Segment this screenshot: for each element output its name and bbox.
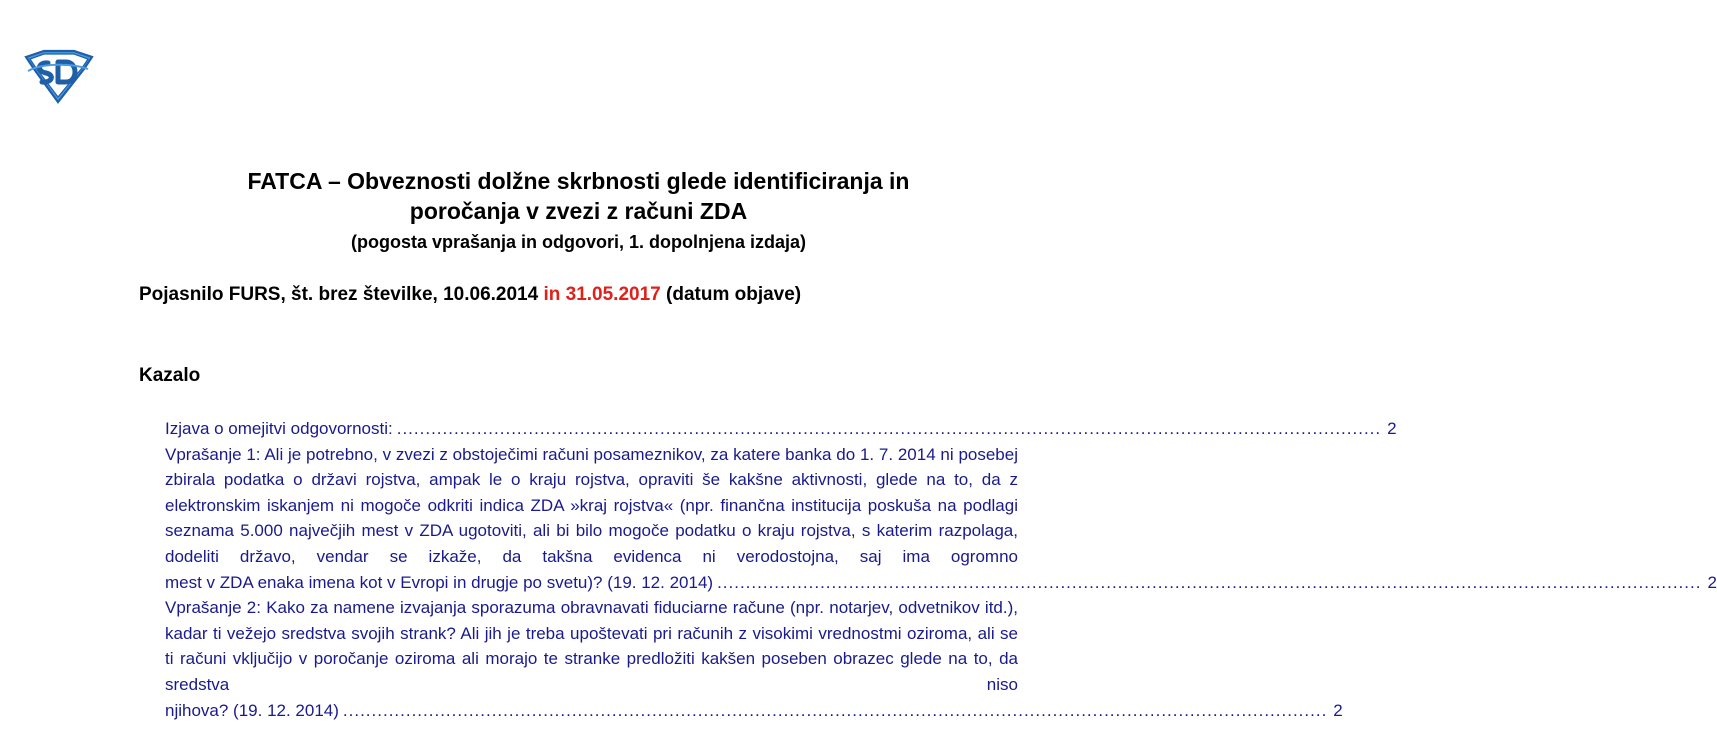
toc-entry-text: Vprašanje 1: Ali je potrebno, v zvezi z obstoječimi računi posameznikov, za katere banka do 1. 7. 2014 ni posebej zbirala podatka o državi rojstva, ampak le o kraju rojstva, opraviti še kakšne aktivnosti, glede na to, da z elektronskim iskanjem ni mogoče odkriti indica ZDA »kraj rojstva« (npr. finančna institucija poskuša na podlagi seznama 5.000 največjih mest v ZDA ugotoviti, ali bi bilo mogoče podatku o kraju rojstva, s katerim razpolaga, dodeliti državo, vendar se izkaže, da takšna evidenca ni verodostojna, saj ima ogromno xyxy=(165,444,1018,566)
toc-entry-question-1[interactable] xyxy=(165,442,1717,596)
reference-highlight: in 31.05.2017 xyxy=(543,284,661,305)
company-logo xyxy=(22,49,96,103)
toc-page-number: 2 xyxy=(1707,572,1717,592)
logo-emblem-icon xyxy=(22,49,96,103)
toc-entry-text: Izjava o omejitvi odgovornosti: xyxy=(165,419,393,438)
toc-leader-dots: ............................................................................................................................................................................ xyxy=(717,572,1702,592)
document-title-line-1: FATCA – Obveznosti dolžne skrbnosti glede identificiranja in xyxy=(247,168,910,194)
toc-entry-text-end: njihova? (19. 12. 2014) xyxy=(165,700,339,720)
toc-entry-question-2[interactable] xyxy=(165,595,1343,723)
toc-leader-dots: ............................................................................................................................................................................ xyxy=(342,700,1328,720)
reference-prefix: Pojasnilo FURS, št. brez številke, 10.06.2014 xyxy=(139,284,544,305)
table-of-contents xyxy=(165,416,1717,723)
reference-suffix: (datum objave) xyxy=(660,284,802,305)
toc-entry-text: Vprašanje 2: Kako za namene izvajanja sporazuma obravnavati fiduciarne račune (npr. notarjev, odvetnikov itd.), kadar ti vežejo sredstva svojih strank? Ali jih je treba upoštevati pri računih z visokimi vrednostmi oziroma, ali se ti računi vključijo v poročanje oziroma ali morajo te stranke predložiti kakšen poseben obrazec glede na to, da sredstva niso xyxy=(165,598,1018,694)
toc-heading: Kazalo xyxy=(139,365,201,386)
toc-page-number: 2 xyxy=(1333,700,1343,720)
toc-entry-text-end: mest v ZDA enaka imena kot v Evropi in drugje po svetu)? (19. 12. 2014) xyxy=(165,572,714,592)
document-subtitle: (pogosta vprašanja in odgovori, 1. dopolnjena izdaja) xyxy=(350,232,807,252)
document-title-line-2: poročanja v zvezi z računi ZDA xyxy=(409,198,748,224)
toc-page-number: 2 xyxy=(1387,419,1397,438)
toc-leader-dots: ............................................................................................................................................................................ xyxy=(396,419,1382,438)
reference-line xyxy=(139,282,801,308)
toc-entry-disclaimer[interactable] xyxy=(165,416,1397,442)
